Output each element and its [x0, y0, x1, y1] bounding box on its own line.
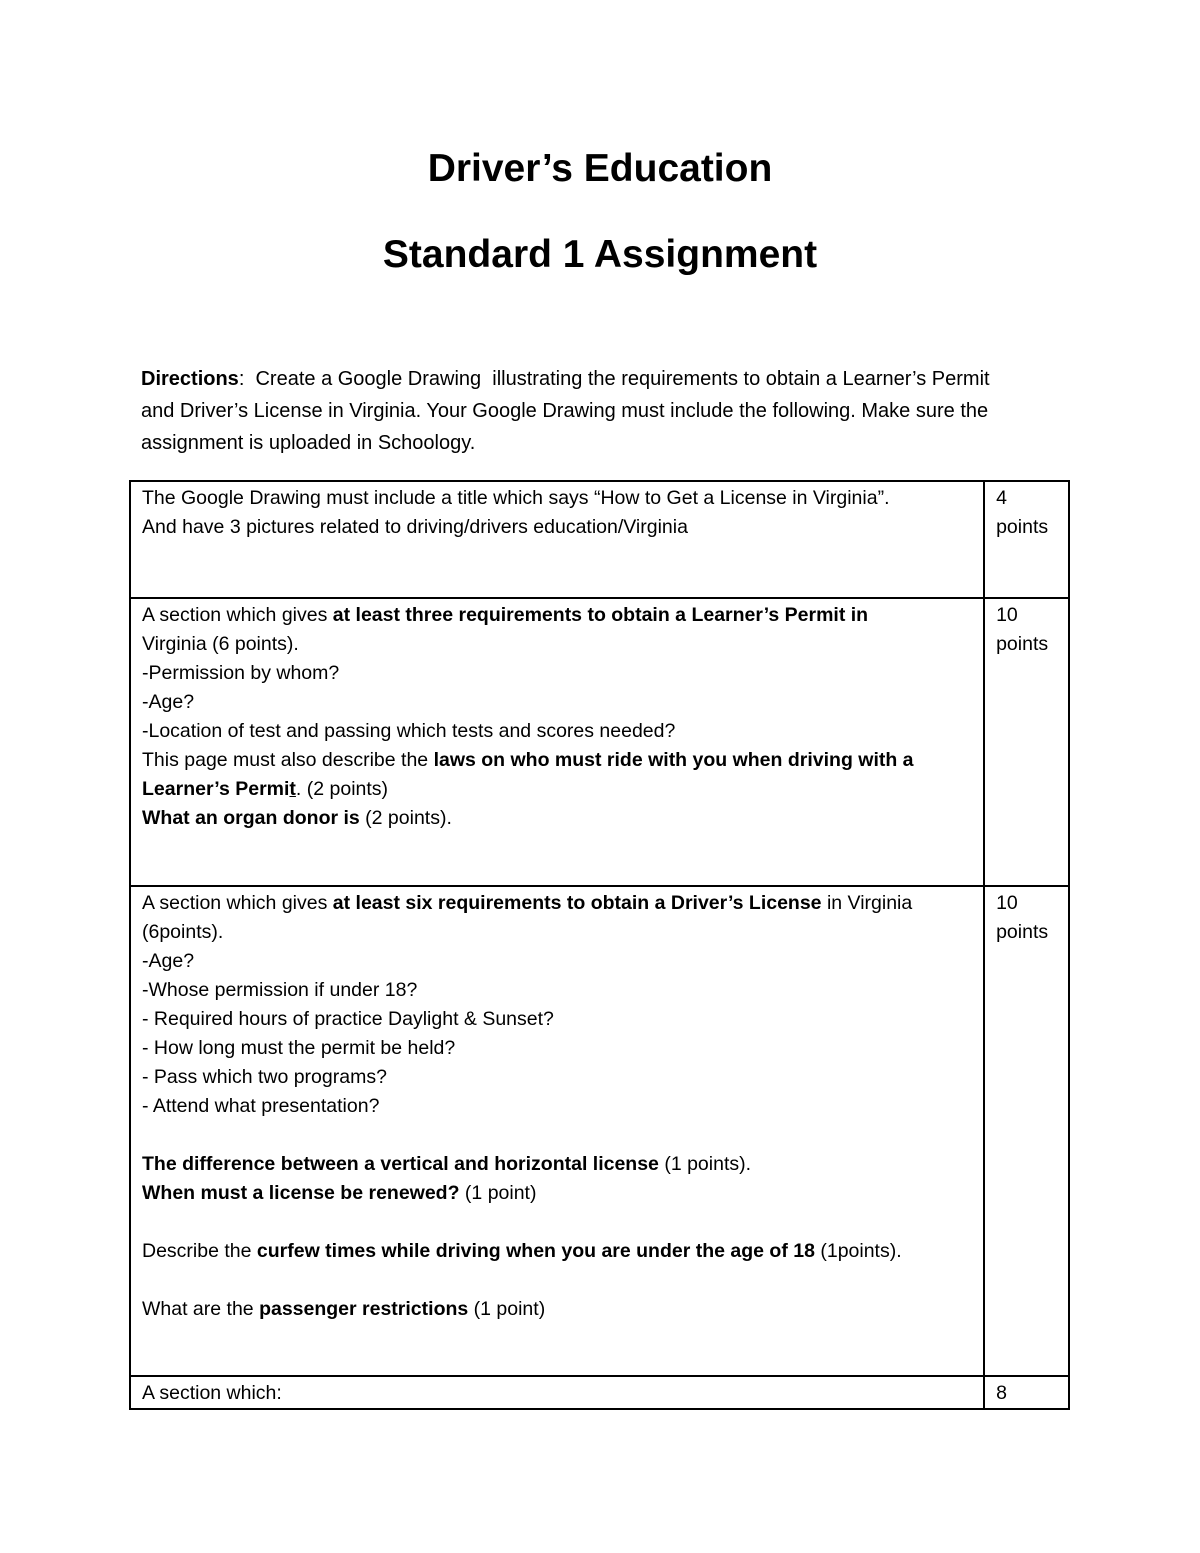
directions-line-3: assignment is uploaded in Schoology.	[141, 432, 476, 454]
rubric-text: -Age?	[142, 691, 195, 713]
rubric-description	[130, 886, 984, 1376]
points-label: points	[996, 516, 1049, 538]
document-subtitle: Standard 1 Assignment	[382, 233, 818, 276]
rubric-text: A section which:	[142, 1382, 282, 1404]
directions-label: Directions	[141, 368, 239, 390]
rubric-text: - Pass which two programs?	[142, 1066, 387, 1088]
rubric-text: - How long must the permit be held?	[142, 1037, 456, 1059]
rubric-table	[129, 480, 1070, 1410]
rubric-text: -Whose permission if under 18?	[142, 979, 418, 1001]
points-label: points	[996, 921, 1049, 943]
directions-text-1: Create a Google Drawing illustrating the requirements to obtain a Learner’s Permit	[244, 368, 990, 390]
rubric-text: What an organ donor is (2 points).	[142, 807, 452, 829]
spacer	[142, 1208, 975, 1237]
rubric-text: A section which gives at least six requirements to obtain a Driver’s License in Virginia	[142, 892, 913, 914]
rubric-points	[984, 481, 1069, 598]
points-value: 8	[996, 1382, 1007, 1404]
points-value: 10	[996, 604, 1018, 626]
points-value: 4	[996, 487, 1007, 509]
rubric-row-section	[130, 1376, 1069, 1409]
rubric-text: (6points).	[142, 921, 224, 943]
rubric-text: The difference between a vertical and horizontal license (1 points).	[142, 1153, 752, 1175]
spacer	[142, 1266, 975, 1295]
rubric-text: - Required hours of practice Daylight & Sunset?	[142, 1008, 554, 1030]
rubric-points	[984, 1376, 1069, 1409]
directions-line-2: and Driver’s License in Virginia. Your Google Drawing must include the following. Make sure the	[141, 400, 989, 422]
rubric-text: When must a license be renewed? (1 point)	[142, 1182, 537, 1204]
points-label: points	[996, 633, 1049, 655]
rubric-row-learners-permit	[130, 598, 1069, 886]
rubric-points	[984, 886, 1069, 1376]
rubric-text: What are the passenger restrictions (1 point)	[142, 1298, 546, 1320]
rubric-row-drivers-license	[130, 886, 1069, 1376]
rubric-description	[130, 481, 984, 598]
rubric-text: The Google Drawing must include a title which says “How to Get a License in Virginia”.	[142, 487, 890, 509]
rubric-text: -Age?	[142, 950, 195, 972]
rubric-text: Virginia (6 points).	[142, 633, 299, 655]
rubric-text: Learner’s Permit. (2 points)	[142, 778, 389, 800]
rubric-text: This page must also describe the laws on who must ride with you when driving with a	[142, 749, 914, 771]
rubric-text: -Permission by whom?	[142, 662, 340, 684]
rubric-description	[130, 598, 984, 886]
directions-colon: :	[238, 368, 245, 390]
document-title: Driver’s Education	[427, 147, 773, 190]
rubric-text: And have 3 pictures related to driving/drivers education/Virginia	[142, 516, 688, 538]
points-value: 10	[996, 892, 1018, 914]
rubric-text: Describe the curfew times while driving when you are under the age of 18 (1points).	[142, 1240, 902, 1262]
rubric-text: - Attend what presentation?	[142, 1095, 380, 1117]
rubric-text: A section which gives at least three requirements to obtain a Learner’s Permit in	[142, 604, 869, 626]
directions-paragraph	[141, 363, 1061, 459]
rubric-row-title	[130, 481, 1069, 598]
rubric-description	[130, 1376, 984, 1409]
rubric-text: -Location of test and passing which tests and scores needed?	[142, 720, 676, 742]
rubric-points	[984, 598, 1069, 886]
spacer	[142, 1121, 975, 1150]
directions-line-1	[141, 363, 1061, 395]
